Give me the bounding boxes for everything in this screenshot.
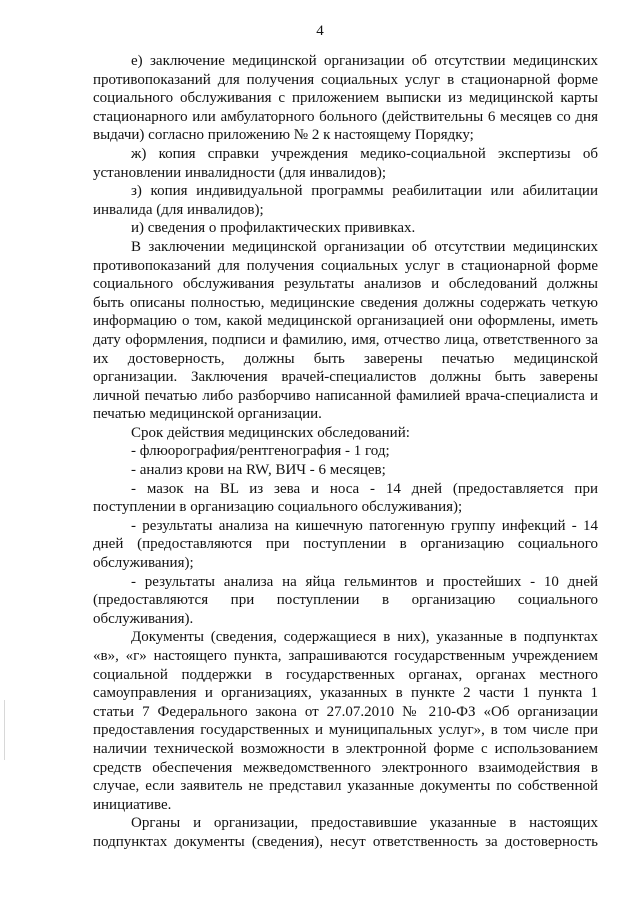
text-line: их достоверность, должны быть заверены печатью медицинской: [93, 350, 598, 367]
text-line: случае, если заявитель не представил указанные документы по собственной: [93, 778, 598, 795]
text-line: - анализ крови на RW, ВИЧ - 6 месяцев;: [131, 462, 386, 479]
text-line: статьи 7 Федерального закона от 27.07.2010 № 210-ФЗ «Об организации: [93, 703, 598, 720]
body-text: [93, 52, 598, 852]
text-line: инициативе.: [93, 796, 172, 813]
text-line: е) заключение медицинской организации об отсутствии медицинских: [131, 53, 598, 69]
scan-edge-mark: [4, 700, 5, 760]
text-line: средств обеспечения межведомственного электронного взаимодействия в: [93, 759, 598, 776]
text-line: противопоказаний для получения социальных услуг в стационарной форме: [93, 71, 598, 88]
text-line: самоуправления и организациях, указанных в пункте 2 части 1 пункта 1: [93, 685, 598, 702]
text-line: Органы и организации, предоставившие указанные в настоящих: [131, 815, 598, 832]
text-line: социального обслуживания с приложением выписки из медицинской карты: [93, 90, 598, 107]
text-line: В заключении медицинской организации об отсутствии медицинских: [131, 238, 598, 255]
text-line: социальной поддержки в государственных органах, органах местного: [93, 666, 598, 683]
text-line: и) сведения о профилактических прививках.: [131, 220, 416, 237]
text-line: организации. Заключения врачей-специалистов должны быть заверены: [93, 369, 598, 386]
text-line: дату оформления, подписи и фамилию, имя, отчество лица, ответственного за: [93, 331, 598, 348]
page-number: 4: [316, 23, 324, 39]
text-line: «в», «г» настоящего пункта, запрашиваются государственным учреждением: [93, 648, 598, 664]
text-line: личной печатью либо разборчиво написанной фамилией врача-специалиста и: [93, 387, 598, 404]
text-line: предоставления государственных и муниципальных услуг», в том числе при: [93, 722, 598, 739]
text-line: противопоказаний для получения социальных услуг в стационарной форме: [93, 257, 598, 274]
text-line: ж) копия справки учреждения медико-социальной экспертизы об: [131, 145, 598, 162]
text-line: поступлении в организацию социального обслуживания);: [93, 499, 463, 516]
text-line: обслуживания);: [93, 555, 194, 572]
text-line: Документы (сведения, содержащиеся в них), указанные в подпунктах: [131, 629, 598, 646]
text-line: быть описаны полностью, медицинские сведения должны содержать четкую: [93, 294, 598, 311]
text-line: - мазок на BL из зева и носа - 14 дней (предоставляется при: [131, 480, 598, 497]
text-line: выдачи) согласно приложению № 2 к настоящему Порядку;: [93, 127, 474, 144]
text-line: инвалида (для инвалидов);: [93, 201, 264, 218]
text-line: дней (предоставляются при поступлении в организацию социального: [93, 536, 598, 553]
text-line: з) копия индивидуальной программы реабилитации или абилитации: [131, 183, 598, 200]
text-line: обслуживания).: [93, 610, 194, 627]
text-line: подпунктах документы (сведения), несут ответственность за достоверность: [93, 833, 598, 850]
text-line: информацию о том, какой медицинской организацией они оформлены, иметь: [93, 313, 598, 330]
text-line: установлении инвалидности (для инвалидов);: [93, 164, 387, 181]
text-line: социального обслуживания результаты анализов и обследований должны: [93, 276, 598, 293]
text-line: - результаты анализа на яйца гельминтов и простейших - 10 дней: [131, 573, 598, 590]
text-line: Срок действия медицинских обследований:: [131, 424, 410, 441]
text-line: стационарного или амбулаторного больного (действительны 6 месяцев со дня: [93, 108, 598, 125]
text-line: наличии технической возможности в электронной форме с использованием: [93, 740, 598, 757]
text-line: печатью медицинской организации.: [93, 406, 322, 423]
text-line: - результаты анализа на кишечную патогенную группу инфекций - 14: [131, 517, 598, 534]
text-line: - флюорография/рентгенография - 1 год;: [131, 443, 390, 460]
text-line: (предоставляются при поступлении в организацию социального: [93, 592, 598, 609]
